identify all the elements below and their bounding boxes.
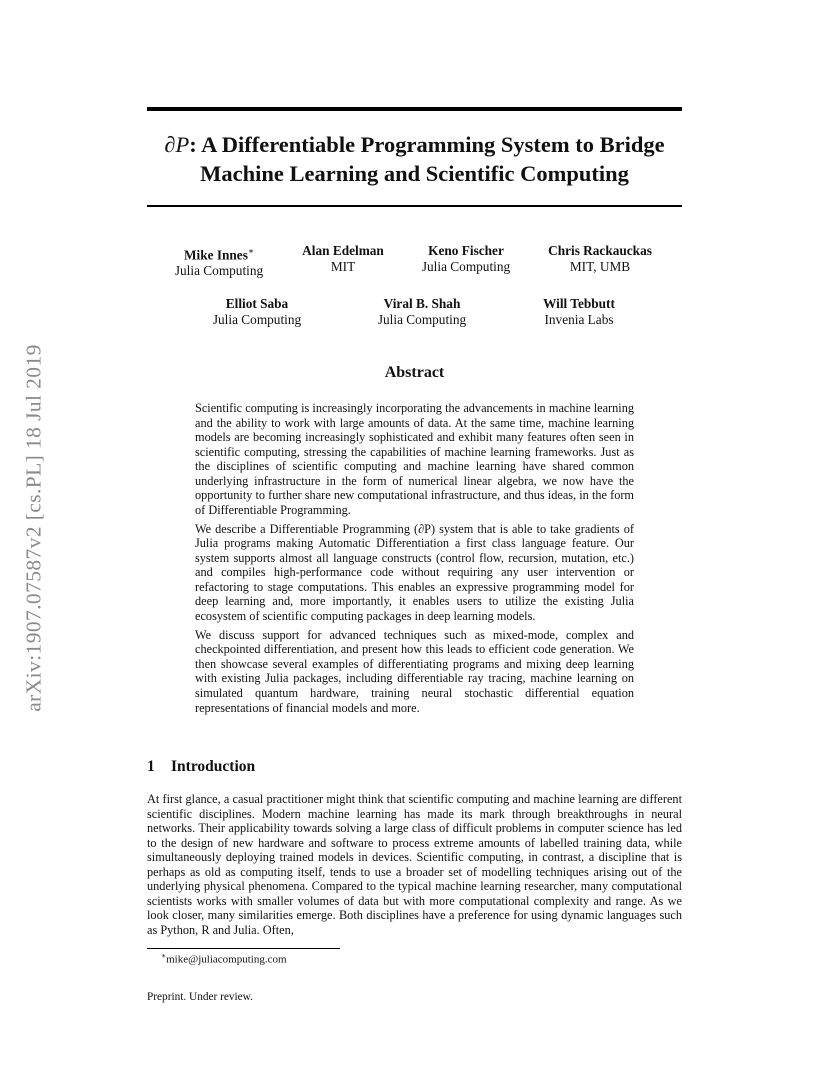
author-affiliation: Julia Computing xyxy=(377,312,467,327)
author-block xyxy=(378,296,466,328)
author-affiliation: Julia Computing xyxy=(421,259,511,274)
title-symbol: ∂P xyxy=(164,132,190,157)
author-block xyxy=(213,296,301,328)
section-number: 1 xyxy=(147,758,155,775)
author-name: Elliot Saba xyxy=(225,296,289,311)
author-block xyxy=(422,243,510,275)
footnote-email: mike@juliacomputing.com xyxy=(166,953,287,966)
author-name: Will Tebbutt xyxy=(543,296,615,311)
title-top-rule xyxy=(147,107,682,111)
footnote xyxy=(161,951,287,966)
author-affiliation: Invenia Labs xyxy=(544,312,614,327)
abstract-paragraph: We describe a Differentiable Programming (∂P) system that is able to take gradients of Julia programs making Automatic Differentiation a first class language feature. Our system supports almost all language constructs (control flow, recursion, mutation, etc.) and compiles high-performance code without requiring any user intervention or refactoring to stage computations. This enables an expressive programming model for deep learning and, more importantly, it enables users to utilize the existing Julia ecosystem of scientific computing packages in deep learning models. xyxy=(195,521,634,623)
section-title: Introduction xyxy=(171,758,256,775)
abstract-heading: Abstract xyxy=(384,364,445,381)
title-bottom-rule xyxy=(147,205,682,207)
section-heading xyxy=(147,758,255,776)
arxiv-identifier: arXiv:1907.07587v2 [cs.PL] 18 Jul 2019 xyxy=(21,344,46,712)
footnote-mark: ∗ xyxy=(247,246,255,256)
paper-title xyxy=(147,130,682,188)
author-name: Keno Fischer xyxy=(428,243,504,258)
author-name: Alan Edelman xyxy=(302,243,384,258)
footnote-mark: ∗ xyxy=(161,951,167,960)
author-affiliation: MIT xyxy=(330,259,356,274)
author-name: Viral B. Shah xyxy=(383,296,461,311)
author-block xyxy=(302,243,384,275)
author-name: Mike Innes∗ xyxy=(183,246,255,263)
author-affiliation: MIT, UMB xyxy=(569,259,631,274)
title-line-1: : A Differentiable Programming System to Bridge xyxy=(189,132,665,157)
author-name: Chris Rackauckas xyxy=(548,243,652,258)
footnote-rule xyxy=(147,948,340,949)
title-line-2: Machine Learning and Scientific Computing xyxy=(200,161,629,186)
author-block xyxy=(543,296,615,328)
introduction-paragraph: At first glance, a casual practitioner might think that scientific computing and machine learning are different scientific disciplines. Modern machine learning has made its mark through breakthroughs in neural networks. Their applicability towards solving a large class of difficult problems in computer science has led to the design of new hardware and software to process extreme amounts of labelled training data, while simultaneously deploying trained models in devices. Scientific computing, in contrast, a discipline that is perhaps as old as computing itself, tends to use a broader set of modelling techniques arising out of the underlying physical phenomena. Compared to the typical machine learning researcher, many computational scientists works with smaller volumes of data but with more computational complexity and range. As we look closer, many similarities emerge. Both disciplines have a preference for using dynamic languages such as Python, R and Julia. Often, xyxy=(147,792,682,937)
abstract-paragraph: Scientific computing is increasingly incorporating the advancements in machine learning and the ability to work with large amounts of data. At the same time, machine learning models are becoming increasingly sophisticated and exhibit many features often seen in scientific computing, stressing the capabilities of machine learning frameworks. Just as the disciplines of scientific computing and machine learning have shared common underlying infrastructure in the form of numerical linear algebra, we now have the opportunity to further share new computational infrastructure, and thus ideas, in the form of Differentiable Programming. xyxy=(195,401,634,517)
preprint-note: Preprint. Under review. xyxy=(147,991,253,1003)
author-block xyxy=(548,243,652,275)
author-block xyxy=(175,243,263,279)
author-affiliation: Julia Computing xyxy=(212,312,302,327)
author-affiliation: Julia Computing xyxy=(174,263,264,279)
abstract-body xyxy=(195,401,634,719)
abstract-paragraph: We discuss support for advanced techniques such as mixed-mode, complex and checkpointed differentiation, and present how this leads to efficient code generation. We then showcase several examples of differentiating programs and mixing deep learning with existing Julia packages, including differentiable ray tracing, machine learning on simulated quantum hardware, training neural stochastic differential equation representations of financial models and more. xyxy=(195,627,634,715)
